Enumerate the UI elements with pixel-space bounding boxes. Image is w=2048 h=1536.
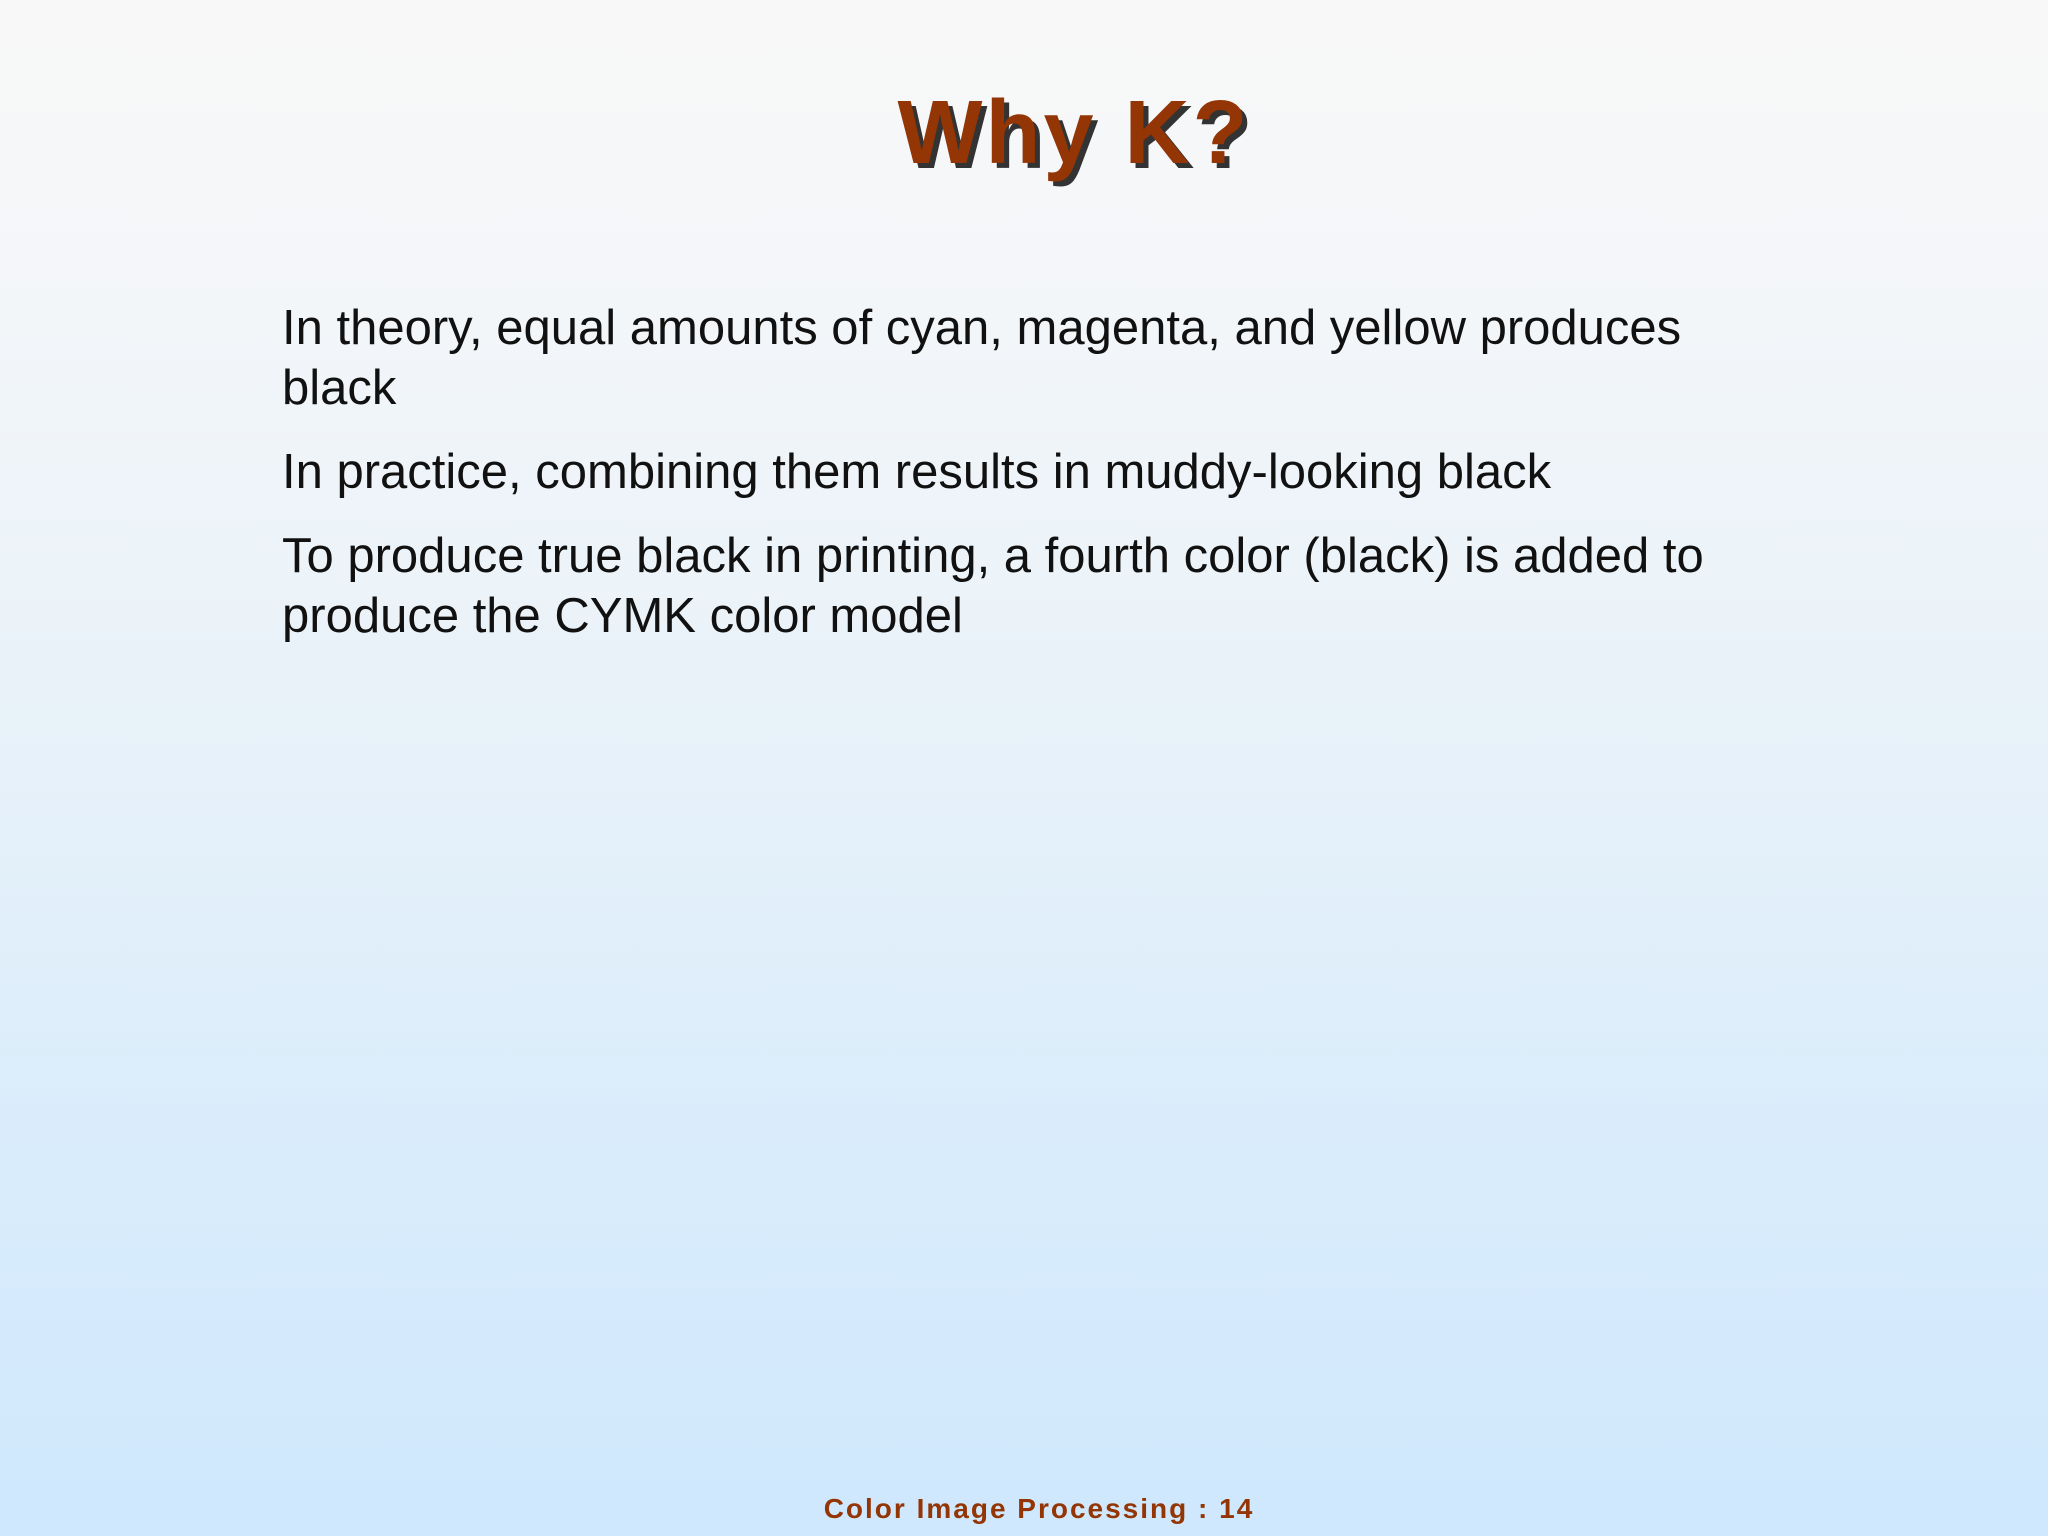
bullet-item: In theory, equal amounts of cyan, magenta, and yellow produces black — [282, 301, 1682, 415]
slide-title: Why K? — [897, 83, 1251, 183]
bullet-item: In practice, combining them results in muddy-looking black — [282, 445, 1552, 499]
slide-footer: Color Image Processing : 14 — [823, 1493, 1255, 1524]
bullet-list — [282, 298, 1802, 670]
bullet-item: To produce true black in printing, a fourth color (black) is added to produce the CYMK color model — [282, 529, 1704, 643]
